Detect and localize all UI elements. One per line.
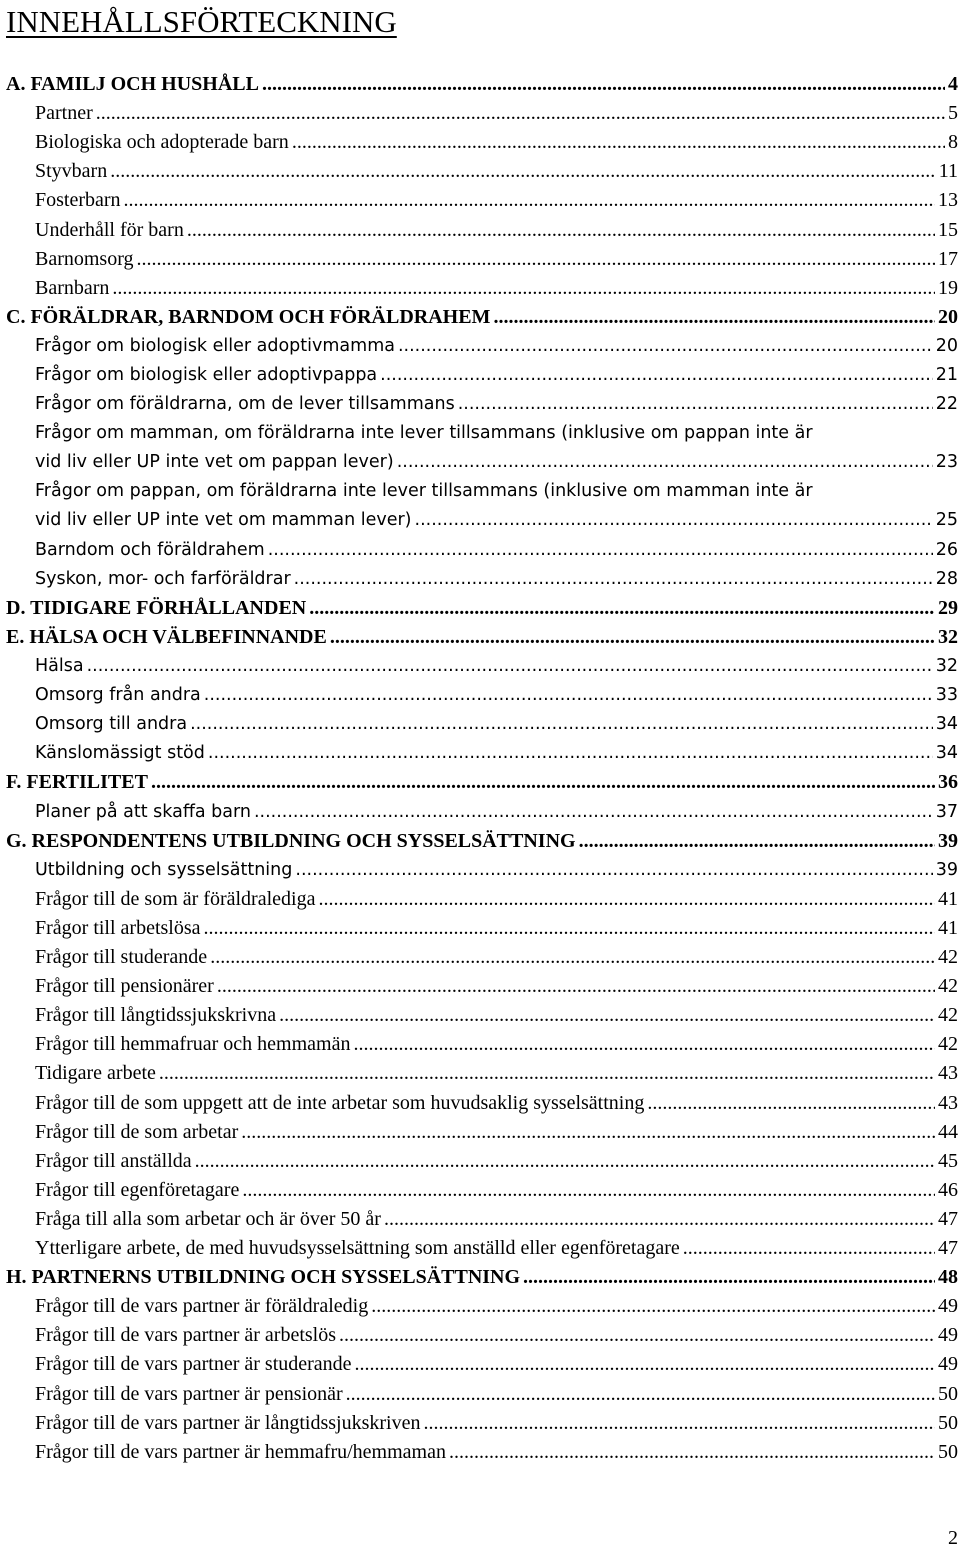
dot-leader [355, 1350, 935, 1379]
dot-leader [371, 1292, 935, 1321]
dot-leader [262, 70, 945, 99]
toc-subsection-entry[interactable] [0, 943, 960, 972]
toc-entry-page: 22 [935, 394, 958, 415]
toc-entry-label: Partner [35, 102, 93, 125]
toc-entry-page: 28 [935, 568, 958, 589]
toc-entry-page: 20 [938, 305, 958, 328]
toc-entry-line [35, 943, 960, 972]
toc-subsection-entry[interactable] [0, 274, 960, 303]
toc-entry-label: Frågor till de som är föräldralediga [35, 887, 316, 910]
toc-entry-label: E. HÄLSA OCH VÄLBEFINNANDE [6, 625, 327, 648]
dot-leader [339, 1321, 935, 1350]
toc-entry-label: Frågor om biologisk eller adoptivmamma [35, 335, 395, 356]
toc-entry-page: 20 [935, 335, 958, 356]
toc-subsection-entry[interactable] [0, 390, 960, 419]
dot-leader [187, 216, 935, 245]
dot-leader [523, 1263, 935, 1292]
toc-entry-label: Frågor till hemmafruar och hemmamän [35, 1033, 351, 1056]
toc-entry-line [6, 768, 960, 797]
toc-entry-line [35, 1030, 960, 1059]
toc-entry-page: 33 [935, 685, 958, 706]
dot-leader [151, 768, 935, 797]
toc-entry-label: Hälsa [35, 656, 84, 676]
toc-subsection-entry[interactable] [0, 565, 960, 594]
toc-entry-line [6, 70, 960, 99]
toc-entry-label-first-line: Frågor om pappan, om föräldrarna inte lever tillsammans (inklusive om mamman inte är [35, 481, 813, 502]
dot-leader [384, 1205, 935, 1234]
toc-entry-line [35, 1350, 960, 1379]
toc-entry-page: 50 [938, 1440, 958, 1463]
page-title: INNEHÅLLSFÖRTECKNING [6, 4, 397, 39]
dot-leader [96, 99, 945, 128]
toc-entry-label: Utbildning och sysselsättning [35, 859, 293, 880]
toc-entry-page: 23 [935, 452, 958, 473]
toc-entry-label: Fråga till alla som arbetar och är över 50 år [35, 1207, 381, 1230]
dot-leader [493, 303, 935, 332]
toc-entry-line [35, 681, 960, 710]
dot-leader [217, 972, 935, 1001]
toc-entry-page: 49 [938, 1295, 958, 1318]
toc-entry-label: Barnbarn [35, 276, 110, 299]
toc-entry-page: 45 [938, 1149, 958, 1172]
toc-subsection-entry[interactable] [0, 1001, 960, 1030]
toc-section-entry[interactable] [0, 303, 960, 332]
toc-entry-line [35, 1147, 960, 1176]
toc-entry-label: A. FAMILJ OCH HUSHÅLL [6, 73, 259, 95]
toc-section-entry[interactable] [0, 768, 960, 797]
toc-subsection-entry[interactable] [0, 1380, 960, 1409]
dot-leader [210, 943, 935, 972]
toc-section-entry[interactable] [0, 70, 960, 99]
toc-subsection-entry[interactable] [0, 739, 960, 768]
toc-section-entry[interactable] [0, 623, 960, 652]
toc-subsection-entry[interactable] [0, 1321, 960, 1350]
toc-entry-line [35, 1205, 960, 1234]
dot-leader [579, 827, 935, 856]
dot-leader [318, 885, 935, 914]
toc-section-entry[interactable] [0, 1263, 960, 1292]
toc-subsection-entry[interactable] [0, 536, 960, 565]
toc-entry-label: C. FÖRÄLDRAR, BARNDOM OCH FÖRÄLDRAHEM [6, 305, 491, 328]
toc-subsection-entry[interactable] [0, 914, 960, 943]
toc-entry-line [35, 332, 960, 361]
toc-subsection-entry[interactable] [0, 361, 960, 390]
toc-section-entry[interactable] [0, 594, 960, 623]
dot-leader [204, 914, 935, 943]
toc-entry-line [35, 1089, 960, 1118]
dot-leader [110, 157, 936, 186]
toc-entry-label: Frågor till de vars partner är föräldraledig [35, 1295, 369, 1318]
toc-entry-line [6, 594, 960, 623]
toc-entry-page: 42 [938, 1004, 958, 1027]
dot-leader [397, 448, 933, 477]
toc-entry-label: Frågor till pensionärer [35, 975, 214, 998]
toc-entry-line [35, 1409, 960, 1438]
toc-entry-page: 50 [938, 1411, 958, 1434]
toc-entry-page: 11 [938, 160, 958, 183]
toc-entry-line [35, 1438, 960, 1467]
toc-entry-line [35, 448, 960, 477]
toc-subsection-entry[interactable] [0, 216, 960, 245]
toc-entry-line [35, 652, 960, 681]
dot-leader [423, 1409, 935, 1438]
toc-entry-line [35, 710, 960, 739]
toc-entry-page: 44 [938, 1120, 958, 1143]
dot-leader [159, 1059, 935, 1088]
toc-entry-label: Tidigare arbete [35, 1062, 156, 1085]
dot-leader [254, 798, 933, 827]
toc-entry-label: Frågor till anställda [35, 1149, 192, 1172]
toc-entry-line [35, 536, 960, 565]
toc-entry-line [35, 1292, 960, 1321]
toc-entry-line [35, 99, 960, 128]
toc-entry-label: Frågor till de som uppgett att de inte arbetar som huvudsaklig sysselsättning [35, 1091, 645, 1114]
dot-leader [204, 681, 933, 710]
toc-entry-line [35, 1059, 960, 1088]
toc-entry-page: 50 [938, 1382, 958, 1405]
toc-entry-page: 21 [935, 365, 958, 385]
dot-leader [112, 274, 935, 303]
toc-entry-page: 39 [935, 859, 958, 880]
toc-entry-label: Frågor till långtidssjukskrivna [35, 1004, 277, 1027]
toc-entry-label: Frågor om biologisk eller adoptivpappa [35, 365, 378, 385]
toc-subsection-entry[interactable] [0, 332, 960, 361]
toc-entry-line [35, 885, 960, 914]
toc-entry-label: Frågor till de vars partner är studerande [35, 1353, 352, 1376]
toc-entry-page: 41 [938, 916, 958, 939]
toc-entry-label: Syskon, mor- och farföräldrar [35, 568, 291, 589]
toc-entry-label: Omsorg till andra [35, 714, 188, 735]
toc-entry-line [6, 623, 960, 652]
toc-subsection-entry[interactable] [0, 1292, 960, 1321]
toc-entry-line [35, 1176, 960, 1205]
toc-entry-line [35, 1118, 960, 1147]
toc-subsection-entry[interactable] [0, 1234, 960, 1263]
toc-entry-line [35, 361, 960, 390]
toc-subsection-entry[interactable] [0, 99, 960, 128]
toc-entry-label: F. FERTILITET [6, 771, 148, 794]
toc-entry-label: Frågor till studerande [35, 946, 208, 968]
toc-entry-page: 13 [938, 189, 958, 212]
toc-subsection-entry[interactable] [0, 419, 960, 477]
toc-entry-page: 47 [938, 1207, 958, 1230]
toc-entry-page: 39 [938, 829, 958, 852]
toc-entry-line [35, 506, 960, 535]
toc-entry-line [35, 565, 960, 594]
toc-entry-label: Frågor till de vars partner är långtidssjukskriven [35, 1411, 421, 1434]
toc-entry-label-first-line: Frågor om mamman, om föräldrarna inte lever tillsammans (inklusive om pappan inte är [35, 423, 813, 444]
toc-subsection-entry[interactable] [0, 681, 960, 710]
toc-entry-label: Frågor till egenföretagare [35, 1178, 240, 1201]
toc-subsection-entry[interactable] [0, 710, 960, 739]
toc-subsection-entry[interactable] [0, 128, 960, 157]
toc-entry-page: 36 [938, 771, 958, 794]
toc-entry-page: 37 [935, 801, 958, 822]
toc-entry-label: Planer på att skaffa barn [35, 801, 251, 822]
toc-entry-page: 5 [948, 102, 958, 125]
toc-entry-label: Frågor till de vars partner är arbetslös [35, 1324, 337, 1347]
toc-entry-label: Känslomässigt stöd [35, 743, 205, 764]
toc-subsection-entry[interactable] [0, 245, 960, 274]
toc-entry-label: Frågor till de vars partner är pensionär [35, 1382, 343, 1405]
dot-leader [346, 1380, 935, 1409]
toc-entry-line [35, 856, 960, 885]
toc-entry-line [35, 274, 960, 303]
toc-entry-label: G. RESPONDENTENS UTBILDNING OCH SYSSELSÄTTNING [6, 829, 576, 852]
toc-entry-page: 15 [938, 218, 958, 241]
toc-entry-label: Biologiska och adopterade barn [35, 131, 289, 154]
dot-leader [647, 1089, 935, 1118]
toc-entry-label: vid liv eller UP inte vet om pappan lever) [35, 452, 394, 473]
toc-entry-page: 43 [938, 1091, 958, 1114]
toc-entry-line [35, 972, 960, 1001]
dot-leader [137, 245, 935, 274]
toc-entry-page: 25 [935, 510, 958, 531]
dot-leader [458, 390, 933, 419]
toc-subsection-entry[interactable] [0, 1030, 960, 1059]
toc-entry-line [35, 157, 960, 186]
toc-section-entry[interactable] [0, 827, 960, 856]
toc-subsection-entry[interactable] [0, 477, 960, 535]
toc-entry-page: 19 [938, 276, 958, 299]
toc-entry-label: Frågor till de som arbetar [35, 1120, 239, 1143]
dot-leader [208, 739, 933, 768]
toc-entry-label: Omsorg från andra [35, 685, 201, 706]
dot-leader [449, 1438, 935, 1467]
toc-entry-page: 41 [938, 887, 958, 910]
toc-entry-page: 32 [938, 625, 958, 648]
toc-entry-line [6, 303, 960, 332]
toc-entry-page: 4 [948, 73, 958, 95]
toc-entry-page: 43 [938, 1062, 958, 1085]
dot-leader [415, 506, 933, 535]
toc-subsection-entry[interactable] [0, 972, 960, 1001]
toc-entry-page: 8 [948, 131, 958, 154]
toc-entry-line [35, 1001, 960, 1030]
page-number: 2 [948, 1527, 958, 1549]
toc-subsection-entry[interactable] [0, 1409, 960, 1438]
toc-subsection-entry[interactable] [0, 1350, 960, 1379]
dot-leader [353, 1030, 935, 1059]
toc-entry-label: Frågor om föräldrarna, om de lever tillsammans [35, 394, 455, 415]
toc-entry-page: 48 [938, 1266, 958, 1289]
toc-subsection-entry[interactable] [0, 885, 960, 914]
toc-entry-page: 49 [938, 1324, 958, 1347]
toc-subsection-entry[interactable] [0, 652, 960, 681]
toc-entry-page: 42 [938, 975, 958, 998]
toc-subsection-entry[interactable] [0, 1118, 960, 1147]
dot-leader [683, 1234, 935, 1263]
toc-entry-line [35, 390, 960, 419]
toc-entry-label: Barnomsorg [35, 247, 134, 270]
toc-entry-line [35, 1380, 960, 1409]
toc-entry-page: 17 [938, 247, 958, 270]
toc-subsection-entry[interactable] [0, 856, 960, 885]
toc-entry-page: 29 [938, 596, 958, 619]
toc-entry-line [35, 914, 960, 943]
toc-subsection-entry[interactable] [0, 1089, 960, 1118]
toc-entry-label: D. TIDIGARE FÖRHÅLLANDEN [6, 596, 307, 619]
toc-entry-line [35, 1234, 960, 1263]
dot-leader [279, 1001, 935, 1030]
toc-entry-label: Barndom och föräldrahem [35, 539, 265, 560]
dot-leader [190, 710, 933, 739]
toc-entry-line [35, 216, 960, 245]
dot-leader [87, 652, 933, 681]
toc-entry-line [35, 1321, 960, 1350]
toc-entry-page: 32 [935, 656, 958, 676]
toc-entry-page: 26 [935, 539, 958, 560]
dot-leader [242, 1176, 935, 1205]
toc-entry-line [6, 1263, 960, 1292]
dot-leader [294, 565, 933, 594]
toc-entry-label: Underhåll för barn [35, 218, 184, 241]
toc-subsection-entry[interactable] [0, 186, 960, 215]
toc-subsection-entry[interactable] [0, 1147, 960, 1176]
dot-leader [124, 186, 935, 215]
dot-leader [292, 128, 945, 157]
toc-subsection-entry[interactable] [0, 798, 960, 827]
toc-entry-page: 42 [938, 946, 958, 968]
toc-entry-page: 46 [938, 1178, 958, 1201]
dot-leader [330, 623, 935, 652]
toc-entry-line [35, 245, 960, 274]
toc-entry-page: 47 [938, 1237, 958, 1259]
toc-entry-label: vid liv eller UP inte vet om mamman lever) [35, 510, 412, 531]
toc-entry-line [35, 186, 960, 215]
toc-entry-line [35, 798, 960, 827]
dot-leader [295, 856, 932, 885]
toc-entry-page: 42 [938, 1033, 958, 1056]
dot-leader [398, 332, 933, 361]
dot-leader [380, 361, 933, 390]
toc-subsection-entry[interactable] [0, 157, 960, 186]
toc-entry-label: Styvbarn [35, 160, 108, 183]
toc-entry-page: 34 [935, 743, 958, 764]
toc-entry-page: 49 [938, 1353, 958, 1376]
toc-subsection-entry[interactable] [0, 1059, 960, 1088]
toc-entry-label: Frågor till de vars partner är hemmafru/hemmaman [35, 1440, 446, 1463]
toc-entry-line [35, 739, 960, 768]
dot-leader [241, 1118, 935, 1147]
toc-entry-label: H. PARTNERNS UTBILDNING OCH SYSSELSÄTTNING [6, 1266, 521, 1289]
toc-subsection-entry[interactable] [0, 1438, 960, 1467]
toc-subsection-entry[interactable] [0, 1205, 960, 1234]
toc-entry-page: 34 [935, 714, 958, 735]
dot-leader [195, 1147, 935, 1176]
toc-entry-label: Fosterbarn [35, 189, 121, 212]
toc-entry-line [35, 128, 960, 157]
toc-entry-line [6, 827, 960, 856]
toc-entry-label: Ytterligare arbete, de med huvudsysselsättning som anställd eller egenföretagare [35, 1237, 680, 1259]
toc-entry-label: Frågor till arbetslösa [35, 916, 201, 939]
toc-subsection-entry[interactable] [0, 1176, 960, 1205]
dot-leader [309, 594, 935, 623]
dot-leader [268, 536, 933, 565]
